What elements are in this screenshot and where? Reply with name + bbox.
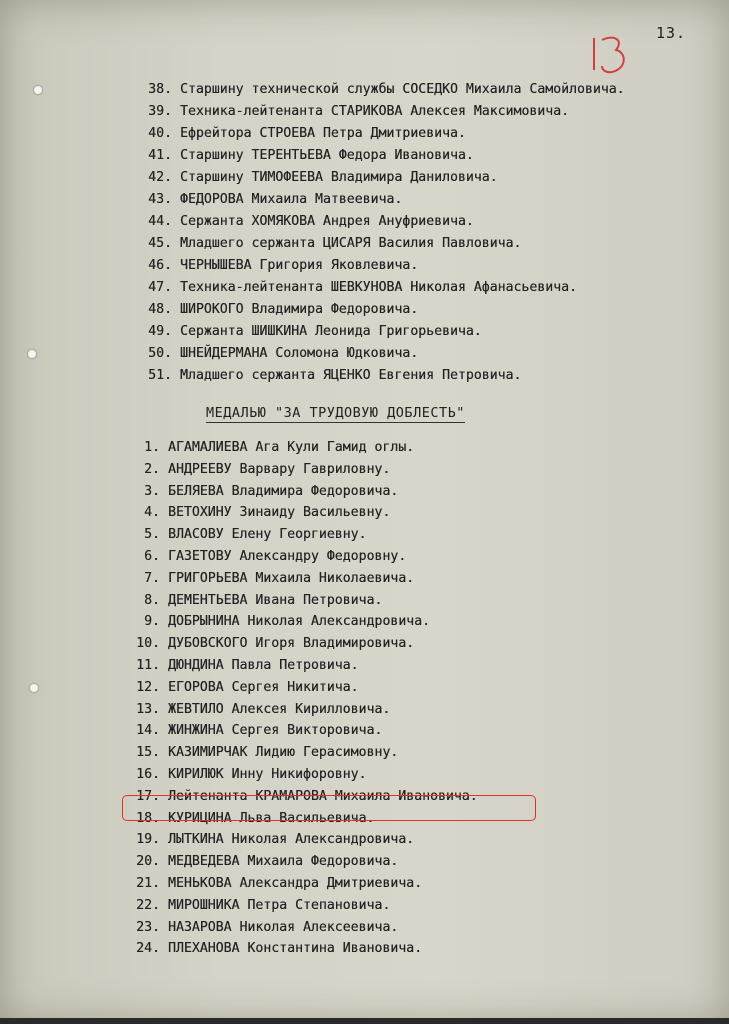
item-text: Сержанта ШИШКИНА Леонида Григорьевича. bbox=[180, 324, 482, 339]
item-number: 48. bbox=[148, 302, 172, 317]
item-number: 39. bbox=[148, 104, 172, 119]
item-text: ВЛАСОВУ Елену Георгиевну. bbox=[168, 527, 367, 543]
item-text: ГРИГОРЬЕВА Михаила Николаевича. bbox=[168, 570, 415, 586]
list-item bbox=[126, 525, 367, 545]
item-number: 14. bbox=[136, 723, 160, 739]
item-number: 10. bbox=[136, 636, 160, 652]
list-item bbox=[138, 366, 521, 386]
list-item bbox=[126, 438, 414, 458]
list-item bbox=[138, 146, 474, 166]
list-item bbox=[126, 482, 398, 502]
item-number: 43. bbox=[148, 192, 172, 207]
list-item bbox=[126, 874, 422, 894]
item-number: 3. bbox=[144, 483, 160, 499]
item-text: МЕНЬКОВА Александра Дмитриевича. bbox=[168, 876, 423, 891]
item-number: 19. bbox=[136, 832, 160, 848]
item-number: 9. bbox=[144, 614, 160, 630]
item-number: 6. bbox=[144, 549, 160, 564]
item-text: ДУБОВСКОГО Игоря Владимировича. bbox=[168, 636, 415, 652]
pencil-annotation bbox=[588, 30, 632, 78]
item-number: 41. bbox=[148, 148, 172, 163]
item-text: КАЗИМИРЧАК Лидию Герасимовну. bbox=[168, 745, 399, 761]
item-number: 2. bbox=[144, 461, 160, 477]
item-number: 22. bbox=[136, 897, 160, 913]
list-item bbox=[138, 344, 418, 364]
list-item bbox=[138, 278, 577, 298]
list-item bbox=[138, 102, 569, 122]
item-text: Старшину технической службы СОСЕДКО Михаила Самойловича. bbox=[180, 82, 625, 97]
item-number: 7. bbox=[144, 570, 160, 586]
list-item bbox=[126, 700, 390, 720]
item-number: 49. bbox=[148, 324, 172, 339]
punch-hole bbox=[30, 684, 38, 692]
list-item bbox=[138, 322, 482, 342]
punch-hole bbox=[28, 350, 36, 358]
item-number: 23. bbox=[136, 919, 160, 935]
list-item bbox=[126, 569, 414, 589]
item-number: 1. bbox=[144, 440, 160, 455]
item-text: Ефрейтора СТРОЕВА Петра Дмитриевича. bbox=[180, 126, 466, 141]
item-number: 44. bbox=[148, 214, 172, 229]
item-text: МЕДВЕДЕВА Михаила Федоровича. bbox=[168, 854, 399, 870]
item-text: МИРОШНИКА Петра Степановича. bbox=[168, 897, 391, 913]
scan-edge bbox=[0, 1018, 729, 1024]
item-text: Техника-лейтенанта СТАРИКОВА Алексея Максимовича. bbox=[180, 104, 570, 119]
list-item bbox=[138, 124, 466, 144]
item-text: КУРИЦИНА Льва Васильевича. bbox=[168, 810, 375, 826]
item-text: ПЛЕХАНОВА Константина Ивановича. bbox=[168, 941, 423, 957]
item-number: 18. bbox=[136, 810, 160, 826]
item-number: 17. bbox=[136, 788, 160, 804]
list-item bbox=[138, 300, 418, 320]
section-title: МЕДАЛЬЮ "ЗА ТРУДОВУЮ ДОБЛЕСТЬ" bbox=[206, 405, 465, 421]
item-text: Сержанта ХОМЯКОВА Андрея Ануфриевича. bbox=[180, 214, 474, 229]
item-number: 8. bbox=[144, 592, 160, 608]
list-item bbox=[126, 918, 398, 938]
item-text: ШИРОКОГО Владимира Федоровича. bbox=[180, 302, 419, 317]
item-number: 46. bbox=[148, 258, 172, 273]
item-text: ЕГОРОВА Сергея Никитича. bbox=[168, 679, 359, 695]
item-number: 16. bbox=[136, 767, 160, 782]
list-item bbox=[138, 212, 474, 232]
list-item bbox=[126, 678, 359, 698]
list-item bbox=[126, 765, 367, 785]
item-text: ЖЕВТИЛО Алексея Кирилловича. bbox=[168, 701, 391, 717]
list-item bbox=[138, 256, 418, 276]
page-number: 13. bbox=[656, 24, 687, 42]
list-item bbox=[126, 830, 414, 850]
item-text: Старшину ТИМОФЕЕВА Владимира Даниловича. bbox=[180, 170, 498, 185]
item-number: 51. bbox=[148, 368, 172, 383]
highlight-box bbox=[122, 795, 536, 821]
list-item bbox=[126, 547, 406, 567]
list-item bbox=[126, 656, 359, 676]
item-text: ЖИНЖИНА Сергея Викторовича. bbox=[168, 723, 383, 739]
item-number: 38. bbox=[148, 82, 172, 97]
list-item bbox=[126, 896, 390, 916]
item-text: ГАЗЕТОВУ Александру Федоровну. bbox=[168, 549, 407, 564]
item-text: ШНЕЙДЕРМАНА Соломона Юдковича. bbox=[180, 346, 419, 361]
list-item bbox=[126, 634, 414, 654]
item-text: Младшего сержанта ЦИСАРЯ Василия Павловича. bbox=[180, 236, 522, 251]
item-number: 5. bbox=[144, 527, 160, 543]
item-number: 45. bbox=[148, 236, 172, 251]
punch-hole bbox=[34, 86, 42, 94]
list-item bbox=[138, 168, 498, 188]
item-text: Техника-лейтенанта ШЕВКУНОВА Николая Афанасьевича. bbox=[180, 280, 577, 295]
list-item bbox=[126, 460, 390, 480]
item-text: АНДРЕЕВУ Варвару Гавриловну. bbox=[168, 461, 391, 477]
item-number: 21. bbox=[136, 876, 160, 891]
item-text: Старшину ТЕРЕНТЬЕВА Федора Ивановича. bbox=[180, 148, 474, 163]
item-number: 11. bbox=[136, 658, 160, 673]
item-number: 12. bbox=[136, 679, 160, 695]
list-item bbox=[126, 939, 422, 959]
item-text: ЧЕРНЫШЕВА Григория Яковлевича. bbox=[180, 258, 419, 273]
item-text: ДЕМЕНТЬЕВА Ивана Петровича. bbox=[168, 592, 383, 608]
item-number: 40. bbox=[148, 126, 172, 141]
item-text: БЕЛЯЕВА Владимира Федоровича. bbox=[168, 483, 399, 499]
list-item bbox=[138, 80, 625, 100]
item-number: 47. bbox=[148, 280, 172, 295]
list-item bbox=[126, 503, 390, 523]
list-item bbox=[126, 852, 398, 872]
item-number: 42. bbox=[148, 170, 172, 185]
list-item bbox=[138, 190, 402, 210]
item-text: ВЕТОХИНУ Зинаиду Васильевну. bbox=[168, 505, 391, 521]
item-number: 4. bbox=[144, 505, 160, 521]
list-item bbox=[126, 743, 398, 763]
list-item bbox=[126, 612, 430, 632]
item-text: НАЗАРОВА Николая Алексеевича. bbox=[168, 919, 399, 935]
item-text: ЛЫТКИНА Николая Александровича. bbox=[168, 832, 415, 848]
item-number: 15. bbox=[136, 745, 160, 761]
item-text: ФЕДОРОВА Михаила Матвеевича. bbox=[180, 192, 403, 207]
item-text: КИРИЛЮК Инну Никифоровну. bbox=[168, 767, 367, 782]
item-number: 13. bbox=[136, 701, 160, 717]
item-text: Лейтенанта КРАМАРОВА Михаила Ивановича. bbox=[168, 788, 478, 804]
list-item bbox=[126, 591, 382, 611]
item-number: 20. bbox=[136, 854, 160, 870]
item-text: ДЮНДИНА Павла Петровича. bbox=[168, 658, 359, 673]
item-text: АГАМАЛИЕВА Ага Кули Гамид оглы. bbox=[168, 440, 415, 455]
list-item bbox=[138, 234, 521, 254]
item-text: Младшего сержанта ЯЦЕНКО Евгения Петровича. bbox=[180, 368, 522, 383]
item-number: 50. bbox=[148, 346, 172, 361]
list-item bbox=[126, 721, 382, 741]
item-number: 24. bbox=[136, 941, 160, 957]
item-text: ДОБРЫНИНА Николая Александровича. bbox=[168, 614, 431, 630]
